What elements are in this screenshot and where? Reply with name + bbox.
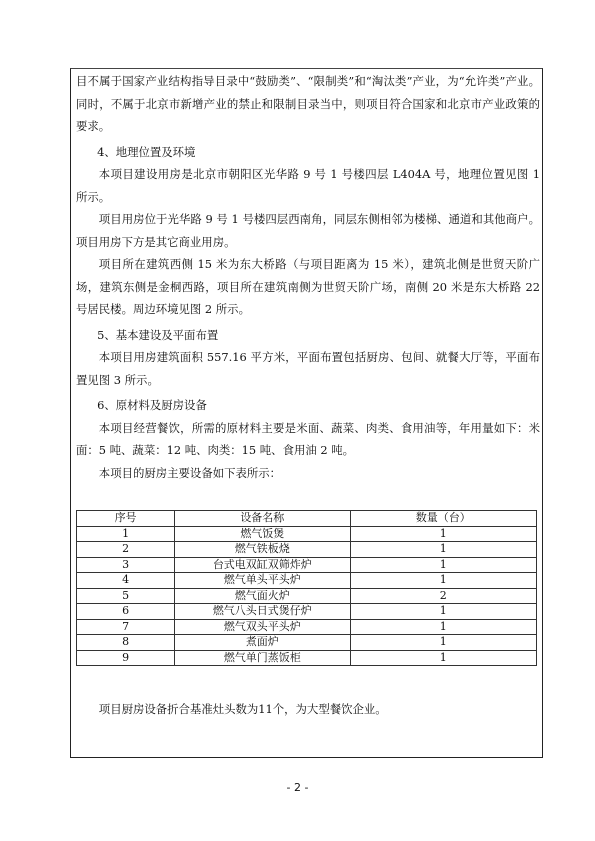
cell-equipment: 燃气铁板烧: [175, 542, 350, 558]
cell-quantity: 1: [350, 619, 537, 635]
table-row: [77, 635, 537, 651]
cell-index: 3: [77, 557, 175, 573]
paragraph-address: 本项目建设用房是北京市朝阳区光华路 9 号 1 号楼四层 L404A 号，地理位置见图 1 所示。: [76, 167, 540, 204]
cell-quantity: 2: [350, 588, 537, 604]
equipment-table: [76, 510, 537, 666]
cell-quantity: 1: [350, 604, 537, 620]
header-cell-equipment: 设备名称: [175, 511, 350, 527]
table-row: [77, 573, 537, 589]
header-cell-index: 序号: [77, 511, 175, 527]
table-row: [77, 604, 537, 620]
section-heading-location: 4、地理位置及环境: [97, 144, 196, 159]
cell-index: 5: [77, 588, 175, 604]
cell-equipment: 燃气单头平头炉: [175, 573, 350, 589]
cell-equipment: 台式电双缸双筛炸炉: [175, 557, 350, 573]
section-heading-materials: 6、原材料及厨房设备: [97, 398, 207, 412]
table-row: [77, 542, 537, 558]
header-cell-quantity: 数量（台）: [350, 511, 537, 527]
paragraph-materials: 本项目经营餐饮，所需的原材料主要是米面、蔬菜、肉类、食用油等，年用量如下：米面：5 吨、蔬菜：12 吨、肉类：15 吨、食用油 2 吨。: [76, 420, 540, 457]
cell-equipment: 煮面炉: [175, 635, 350, 651]
cell-index: 8: [77, 635, 175, 651]
cell-equipment: 燃气面火炉: [175, 588, 350, 604]
cell-index: 4: [77, 573, 175, 589]
cell-index: 7: [77, 619, 175, 635]
table-row: [77, 526, 537, 542]
cell-equipment: 燃气饭煲: [175, 526, 350, 542]
paragraph-policy: 目不属于国家产业结构指导目录中“鼓励类”、“限制类”和“淘汰类”产业，为“允许类”产业。同时，不属于北京市新增产业的禁止和限制目录当中，则项目符合国家和北京市产业政策的要求。: [76, 74, 540, 133]
cell-index: 1: [77, 526, 175, 542]
cell-quantity: 1: [350, 557, 537, 573]
document-body: [76, 70, 540, 484]
cell-quantity: 1: [350, 542, 537, 558]
table-header-row: [77, 511, 537, 527]
table-row: [77, 557, 537, 573]
cell-quantity: 1: [350, 573, 537, 589]
cell-index: 6: [77, 604, 175, 620]
cell-quantity: 1: [350, 650, 537, 666]
cell-equipment: 燃气八头日式煲仔炉: [175, 604, 350, 620]
cell-equipment: 燃气单门蒸饭柜: [175, 650, 350, 666]
cell-index: 2: [77, 542, 175, 558]
paragraph-summary: 项目厨房设备折合基准灶头数为11个，为大型餐饮企业。: [98, 702, 387, 717]
table-row: [77, 619, 537, 635]
section-heading-construction: 5、基本建设及平面布置: [97, 327, 219, 342]
table-row: [77, 588, 537, 604]
paragraph-floor-area: 本项目用房建筑面积 557.16 平方米，平面布置包括厨房、包间、就餐大厅等，平面布置见图 3 所示。: [76, 350, 540, 387]
paragraph-equipment-intro: 本项目的厨房主要设备如下表所示：: [98, 465, 282, 480]
table-row: [77, 650, 537, 666]
cell-quantity: 1: [350, 526, 537, 542]
paragraph-surroundings: 项目所在建筑西侧 15 米为东大桥路（与项目距离为 15 米），建筑北侧是世贸天阶广场，建筑东侧是金桐西路，项目所在建筑南侧为世贸天阶广场，南侧 20 米是东大桥路 22 号居民楼。周边环境见图 2 所示。: [76, 257, 540, 316]
page-number: - 2 -: [286, 781, 309, 794]
cell-index: 9: [77, 650, 175, 666]
paragraph-location-detail: 项目用房位于光华路 9 号 1 号楼四层西南角，同层东侧相邻为楼梯、通道和其他商户。项目用房下方是其它商业用房。: [76, 212, 540, 249]
cell-quantity: 1: [350, 635, 537, 651]
cell-equipment: 燃气双头平头炉: [175, 619, 350, 635]
